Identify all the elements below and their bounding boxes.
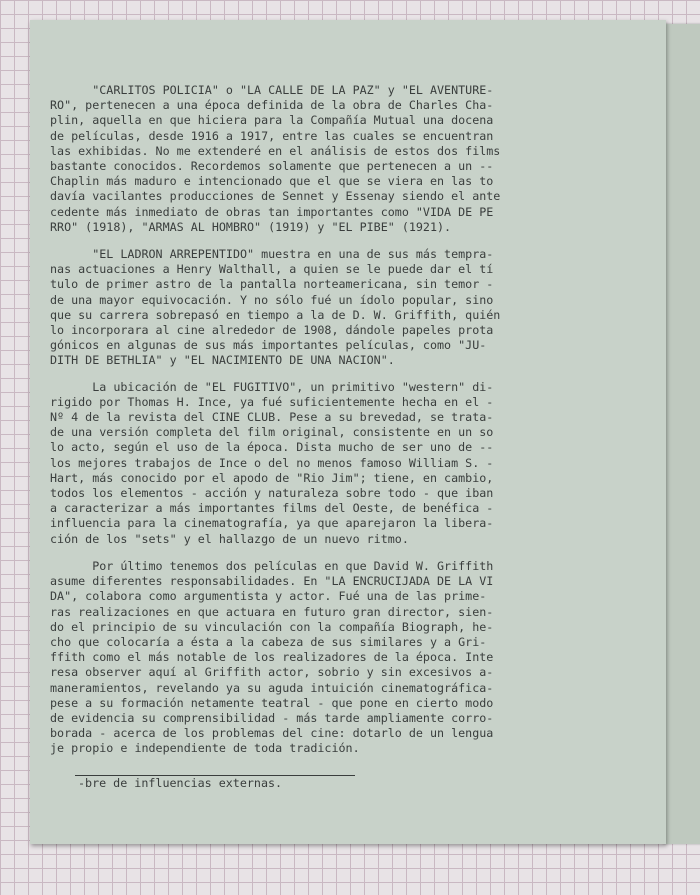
text-line: nas actuaciones a Henry Walthall, a quien se le puede dar el tí (50, 262, 494, 277)
text-line: pese a su formación netamente teatral - que pone en cierto modo (50, 695, 494, 710)
text-line: do el principio de su vinculación con la compañía Biograph, he- (50, 619, 494, 634)
text-line: cho que colocaría a ésta a la cabeza de sus similares y a Gri- (50, 634, 487, 649)
text-line: de películas, desde 1916 a 1917, entre las cuales se encuentran (50, 128, 494, 143)
text-line: RO", pertenecen a una época definida de la obra de Charles Cha- (50, 98, 494, 113)
text-line: de evidencia su comprensibilidad - más tarde ampliamente corro- (50, 710, 494, 725)
text-line: todos los elementos - acción y naturaleza sobre todo - que iban (50, 486, 494, 501)
paragraph-griffith (50, 559, 560, 757)
text-line: DA", colabora como argumentista y actor. Fué una de las prime- (50, 589, 487, 604)
text-line: bastante conocidos. Recordemos solamente que pertenecen a un -- (50, 159, 494, 174)
text-line: gónicos en algunas de sus más importantes películas, como "JU- (50, 338, 487, 353)
text-line: Chaplin más maduro e intencionado que el que se viera en las to (50, 174, 494, 189)
text-line: je propio e independiente de toda tradición. (50, 741, 360, 756)
text-line: cedente más inmediato de obras tan importantes como "VIDA DE PE (50, 204, 494, 219)
text-line: "EL LADRON ARREPENTIDO" muestra en una de sus más tempra- (50, 247, 494, 262)
text-line: lo incorporara al cine alrededor de 1908, dándole papeles prota (50, 323, 494, 338)
text-line: plin, aquella en que hiciera para la Compañía Mutual una docena (50, 113, 494, 128)
text-line: "CARLITOS POLICIA" o "LA CALLE DE LA PAZ" y "EL AVENTURE- (50, 83, 494, 97)
text-line: La ubicación de "EL FUGITIVO", un primitivo "western" di- (50, 379, 494, 394)
text-line: lo acto, según el uso de la época. Dista mucho de ser uno de -- (50, 440, 494, 455)
text-line: borada - acerca de los problemas del cine: dotarlo de un lengua (50, 726, 494, 741)
paragraph-chaplin (50, 83, 560, 235)
paragraph-fugitivo (50, 380, 560, 547)
text-line: a caracterizar a más importantes films del Oeste, de benéfica - (50, 501, 494, 516)
text-line: DITH DE BETHLIA" y "EL NACIMIENTO DE UNA NACION". (50, 353, 395, 368)
text-line: influencia para la cinematografía, ya que aparejaron la libera- (50, 516, 494, 531)
text-line: resa observer aquí al Griffith actor, sobrio y sin excesivos a- (50, 665, 494, 680)
text-line: las exhibidas. No me extenderé en el análisis de estos dos films (50, 143, 501, 158)
text-line: de una versión completa del film original, consistente en un so (50, 425, 494, 440)
text-line: rigido por Thomas H. Ince, ya fué suficientemente hecha en el - (50, 394, 494, 409)
text-line: que su carrera sobrepasó en tiempo a la de D. W. Griffith, quién (50, 307, 501, 322)
text-line: ffith como el más notable de los realizadores de la época. Inte (50, 650, 494, 665)
adjacent-page-edge (664, 24, 700, 844)
text-line: tulo de primer astro de la pantalla norteamericana, sin temor - (50, 277, 494, 292)
text-line: los mejores trabajos de Ince o del no menos famoso William S. - (50, 455, 494, 470)
text-line: asume diferentes responsabilidades. En "LA ENCRUCIJADA DE LA VI (50, 574, 494, 589)
text-line: RRO" (1918), "ARMAS AL HOMBRO" (1919) y "EL PIBE" (1921). (50, 219, 452, 234)
text-line: ras realizaciones en que actuara en futuro gran director, sien- (50, 604, 494, 619)
footnote: -bre de influencias externas. (78, 776, 283, 790)
text-line: Hart, más conocido por el apodo de "Rio Jim"; tiene, en cambio, (50, 470, 494, 485)
text-line: maneramientos, revelando ya su aguda intuición cinematográfica- (50, 680, 494, 695)
text-line: davía vacilantes producciones de Sennet y Essenay siendo el ante (50, 189, 501, 204)
text-line: Nº 4 de la revista del CINE CLUB. Pese a su brevedad, se trata- (50, 410, 494, 425)
text-line: ción de los "sets" y el hallazgo de un nuevo ritmo. (50, 531, 409, 546)
text-line: Por último tenemos dos películas en que David W. Griffith (50, 558, 494, 573)
paragraph-ladron-arrepentido (50, 247, 560, 369)
text-line: de una mayor equivocación. Y no sólo fué un ídolo popular, sino (50, 292, 494, 307)
document-body (50, 83, 560, 769)
